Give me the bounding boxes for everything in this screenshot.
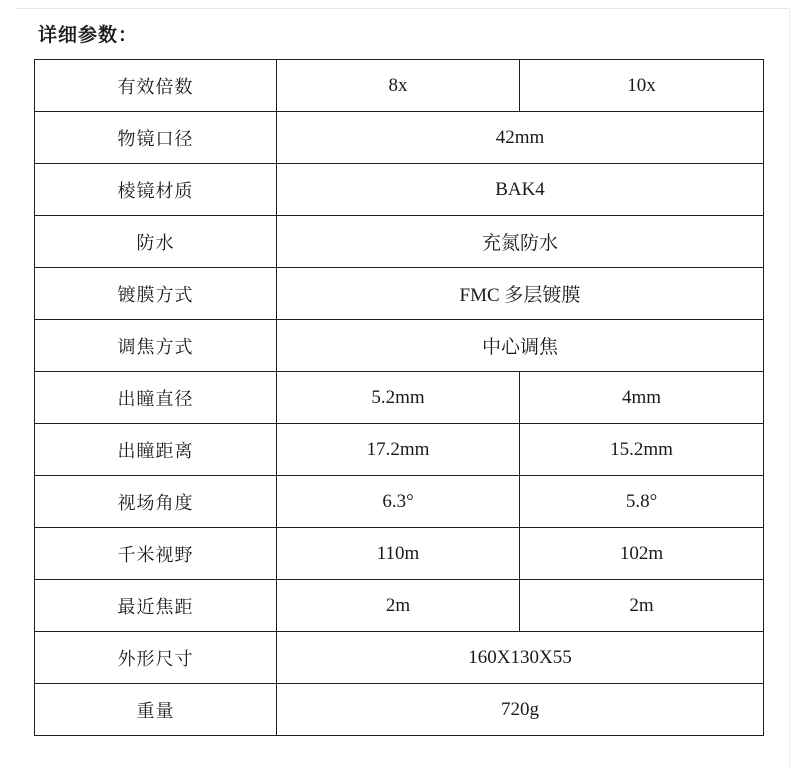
table-row — [35, 580, 764, 632]
spec-label: 最近焦距 — [35, 580, 277, 632]
spec-label: 重量 — [35, 684, 277, 736]
spec-label: 有效倍数 — [35, 60, 277, 112]
table-row — [35, 112, 764, 164]
table-row — [35, 216, 764, 268]
spec-value: 中心调焦 — [277, 320, 764, 372]
spec-value: 720g — [277, 684, 764, 736]
spec-label: 视场角度 — [35, 476, 277, 528]
table-row — [35, 60, 764, 112]
spec-label: 防水 — [35, 216, 277, 268]
table-row — [35, 372, 764, 424]
table-row — [35, 164, 764, 216]
table-row — [35, 528, 764, 580]
table-row — [35, 632, 764, 684]
spec-value-10x: 5.8° — [520, 476, 764, 528]
table-row — [35, 476, 764, 528]
spec-value-8x: 17.2mm — [277, 424, 520, 476]
spec-label: 出瞳直径 — [35, 372, 277, 424]
spec-table — [34, 59, 764, 736]
spec-value: 160X130X55 — [277, 632, 764, 684]
spec-label: 出瞳距离 — [35, 424, 277, 476]
table-row — [35, 424, 764, 476]
table-row — [35, 268, 764, 320]
spec-label: 外形尺寸 — [35, 632, 277, 684]
spec-label: 棱镜材质 — [35, 164, 277, 216]
spec-table-body — [35, 60, 764, 736]
spec-label: 千米视野 — [35, 528, 277, 580]
spec-value: 42mm — [277, 112, 764, 164]
spec-value-8x: 8x — [277, 60, 520, 112]
table-row — [35, 684, 764, 736]
spec-value-8x: 110m — [277, 528, 520, 580]
table-row — [35, 320, 764, 372]
spec-value-10x: 4mm — [520, 372, 764, 424]
spec-value-10x: 10x — [520, 60, 764, 112]
spec-label: 调焦方式 — [35, 320, 277, 372]
spec-value-10x: 2m — [520, 580, 764, 632]
spec-label: 物镜口径 — [35, 112, 277, 164]
section-heading: 详细参数： — [38, 24, 139, 46]
spec-value-8x: 5.2mm — [277, 372, 520, 424]
spec-value-8x: 6.3° — [277, 476, 520, 528]
spec-value: 充氮防水 — [277, 216, 764, 268]
spec-label: 镀膜方式 — [35, 268, 277, 320]
spec-value: BAK4 — [277, 164, 764, 216]
spec-value-8x: 2m — [277, 580, 520, 632]
spec-value: FMC 多层镀膜 — [277, 268, 764, 320]
spec-value-10x: 102m — [520, 528, 764, 580]
spec-value-10x: 15.2mm — [520, 424, 764, 476]
